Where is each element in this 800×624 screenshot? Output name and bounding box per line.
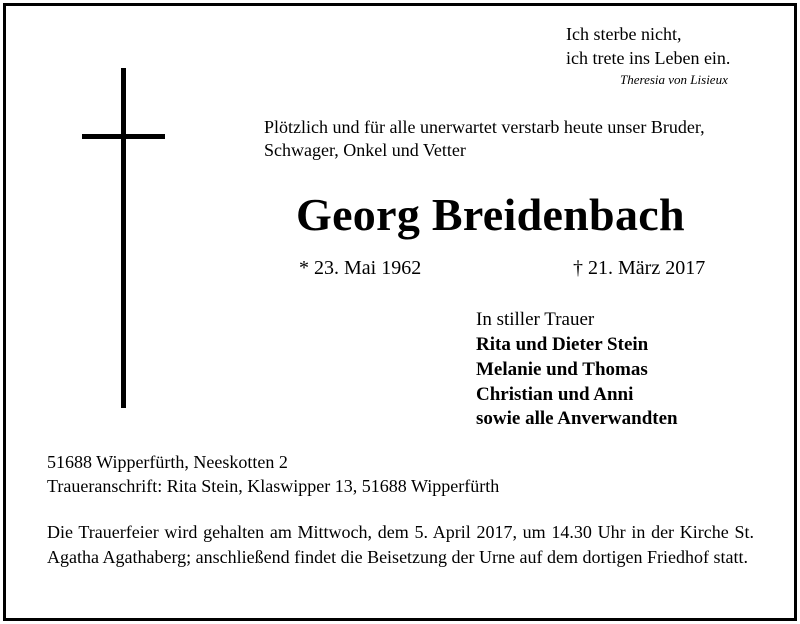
motto-author: Theresia von Lisieux <box>620 72 728 87</box>
cross-horizontal-bar <box>82 134 165 139</box>
mourner-name: Melanie und Thomas <box>476 359 648 380</box>
motto-line-1: Ich sterbe nicht, <box>566 24 682 44</box>
mourning-address: Traueranschrift: Rita Stein, Klaswipper 13, 51688 Wipperfürth <box>47 476 500 496</box>
home-address: 51688 Wipperfürth, Neeskotten 2 <box>47 452 288 472</box>
mourning-heading: In stiller Trauer <box>476 309 595 330</box>
motto-line-2: ich trete ins Leben ein. <box>566 48 731 68</box>
intro-line-2: Schwager, Onkel und Vetter <box>264 140 466 160</box>
cross-vertical-bar <box>121 68 126 408</box>
mourner-name: Rita und Dieter Stein <box>476 334 649 355</box>
intro-line-1: Plötzlich und für alle unerwartet verstarb heute unser Bruder, <box>264 117 705 137</box>
death-date: † 21. März 2017 <box>573 257 706 279</box>
mourner-name: sowie alle Anverwandten <box>476 408 678 429</box>
birth-date: * 23. Mai 1962 <box>299 257 422 279</box>
service-announcement: Die Trauerfeier wird gehalten am Mittwoch, dem 5. April 2017, um 14.30 Uhr in der Kirche St. Agatha Agathaberg; anschließend findet die Beisetzung der Urne auf dem dortigen Friedhof statt. <box>47 522 754 567</box>
mourner-name: Christian und Anni <box>476 384 634 405</box>
deceased-name: Georg Breidenbach <box>296 189 685 240</box>
